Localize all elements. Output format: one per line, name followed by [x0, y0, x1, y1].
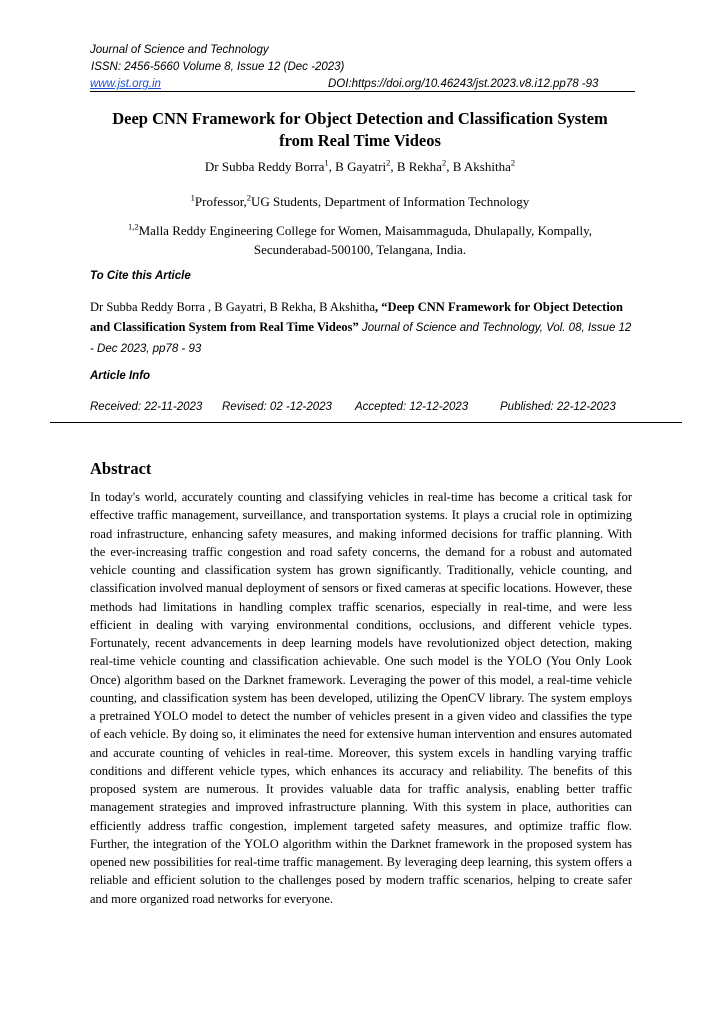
journal-name: Journal of Science and Technology [90, 44, 269, 56]
affil-mark: 1,2 [128, 221, 139, 232]
title-line-1: Deep CNN Framework for Object Detection and Classification System [112, 109, 608, 128]
author-affil-mark: 1 [324, 157, 329, 168]
institution-line-1: Malla Reddy Engineering College for Women, Maisammaguda, Dhulapally, Kompally, [138, 223, 592, 238]
article-info-heading: Article Info [90, 370, 151, 382]
journal-issn: ISSN: 2456-5660 Volume 8, Issue 12 (Dec -2023) [91, 61, 345, 73]
affiliation-institution [110, 221, 610, 259]
header-divider [90, 91, 635, 92]
affil-role-students: UG Students, Department of Information Technology [251, 194, 530, 209]
article-info-divider [50, 422, 682, 423]
affil-role-professor: Professor, [194, 194, 247, 209]
cite-heading: To Cite this Article [90, 270, 191, 282]
cite-authors: Dr Subba Reddy Borra , B Gayatri, B Rekha, B Akshitha [90, 300, 376, 314]
author-affil-mark: 2 [510, 157, 516, 168]
revised-date: Revised: 02 -12-2023 [222, 401, 332, 413]
affil-mark: 2 [246, 192, 252, 203]
received-date: Received: 22-11-2023 [90, 401, 203, 413]
affiliation-roles [60, 193, 660, 210]
author-name: B Rekha [396, 159, 442, 174]
abstract-heading: Abstract [90, 459, 152, 478]
affil-mark: 1 [190, 192, 195, 203]
cite-title: , “Deep CNN Framework for Object Detection and Classification System from Real Time Videos” [90, 300, 624, 334]
citation-text [90, 297, 635, 359]
doi-text: DOI:https://doi.org/10.46243/jst.2023.v8.i12.pp78 -93 [328, 78, 599, 90]
author-name: Dr Subba Reddy Borra [204, 159, 325, 174]
journal-url-link[interactable]: www.jst.org.in [90, 78, 161, 90]
author-name: B Gayatri [335, 159, 387, 174]
author-affil-mark: 2 [441, 157, 447, 168]
published-date: Published: 22-12-2023 [500, 401, 616, 413]
author-name: B Akshitha [452, 159, 511, 174]
journal-links-row [90, 77, 630, 91]
abstract-body: In today's world, accurately counting and classifying vehicles in real-time has become a critical task for effective traffic management, surveillance, and transportation systems. It plays a crucial role in optimizing road infrastructure, enhancing safety measures, and making informed decisions for traffic planning. With the ever-increasing traffic congestion and road safety concerns, the demand for a robust and automated vehicle counting and classification system has grown significantly. Traditionally, vehicle counting, and classification involved manual deployment of sensors or fixed cameras at specific locations. However, these methods had limitations in handling complex traffic scenarios, especially in real-time, and were less efficient in dealing with varying environmental conditions, occlusions, and different vehicle types. Fortunately, recent advancements in deep learning models have revolutionized object detection, making real-time vehicle counting and classification achievable. One such model is the YOLO (You Only Look Once) algorithm based on the Darknet framework. Leveraging the power of this model, a real-time vehicle counting, and classification system has been developed, utilizing the OpenCV library. The system employs a pretrained YOLO model to detect the number of vehicles present in a given video and classifies the type of each vehicle. By doing so, it eliminates the need for extensive human intervention and ensures automated and accurate counting of vehicles in real-time. Moreover, this system excels in handling varying traffic conditions and different vehicle types, which enhances its accuracy and reliability. The benefits of this proposed system are numerous. It provides valuable data for traffic analysis, enabling better traffic management strategies and improved infrastructure planning. With this system in place, authorities can efficiently address traffic congestion, implement targeted safety measures, and optimize traffic flow. Further, the integration of the YOLO algorithm within the Darknet framework in the proposed system has opened new possibilities for real-time traffic management. By leveraging deep learning, this system offers a reliable and efficient solution to the challenges posed by modern traffic scenarios, helping to create safer and more organized road networks for everyone. [90, 490, 632, 906]
paper-title [60, 108, 660, 152]
title-line-2: from Real Time Videos [279, 131, 441, 150]
accepted-date: Accepted: 12-12-2023 [355, 401, 469, 413]
author-list: Dr Subba Reddy Borra$^1$, B Gayatri$^2$, B Rekha$^2$, B Akshitha$^2$ [204, 157, 516, 174]
author-affil-mark: 2 [386, 157, 391, 168]
cite-journal: Journal of Science and Technology, Vol. 08, Issue 12 - Dec 2023, pp78 - 93 [90, 322, 632, 355]
institution-line-2: Secunderabad-500100, Telangana, India. [253, 242, 467, 257]
